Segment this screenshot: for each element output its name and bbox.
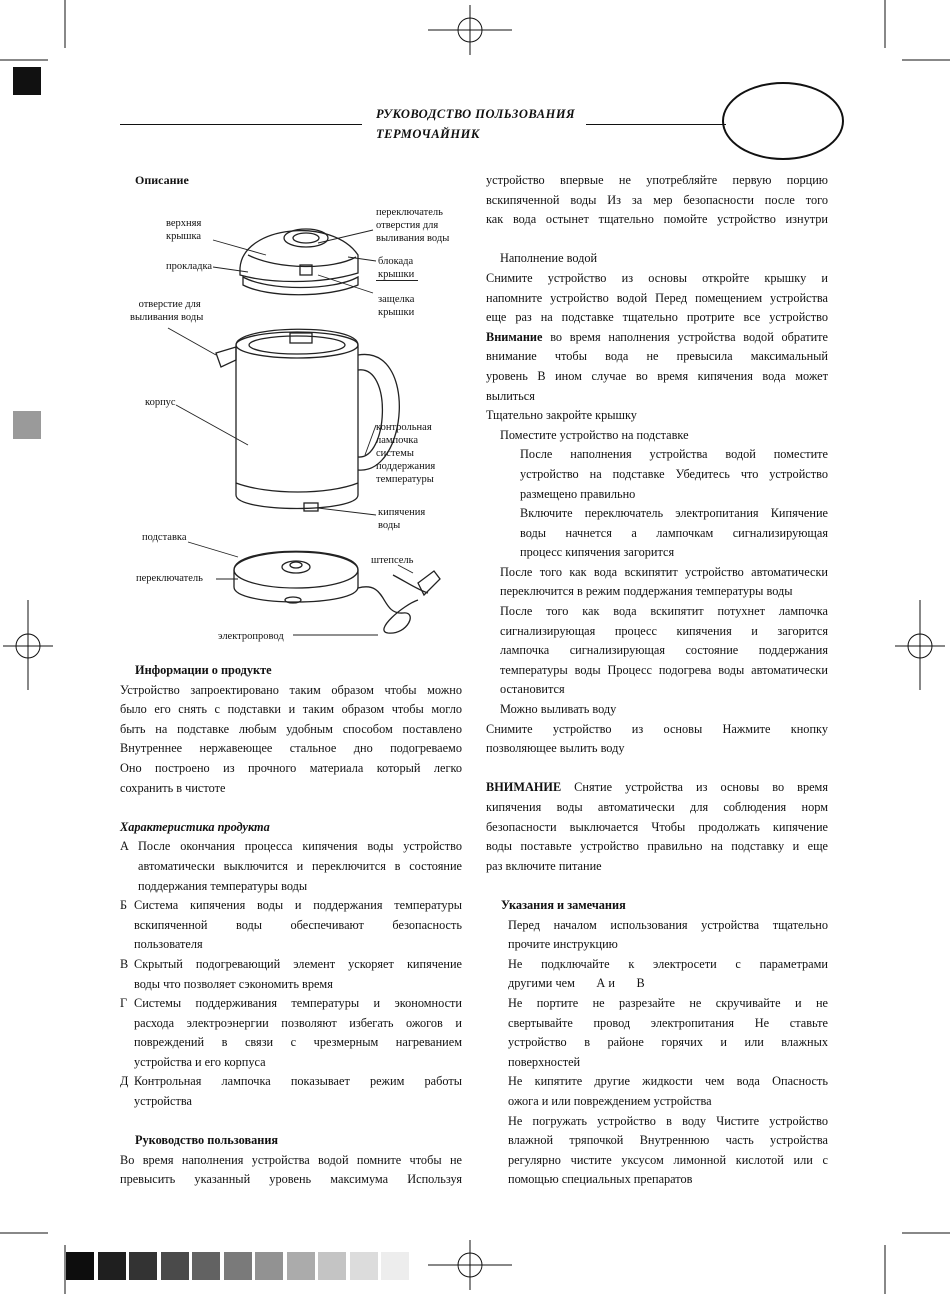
header-rule (120, 124, 362, 125)
feature-letter: В (120, 956, 129, 971)
label-plug: штепсель (371, 555, 414, 566)
feature-item: Б Система кипячения воды и поддержания температуры вскипяченной воды обеспечивают безопасность пользователя (120, 898, 462, 952)
color-swatch (161, 1252, 189, 1280)
document-subtitle: ТЕРМОЧАЙНИК (376, 127, 480, 141)
info-line: сохранить в чистоте (120, 780, 226, 795)
usage-line: превысить указанный уровень максимума Используя (120, 1172, 462, 1187)
color-swatch (381, 1252, 409, 1280)
label-switch: переключатель (136, 573, 203, 584)
after-fill-paragraph: После наполнения устройства водой поместите устройство на подставке Убедитесь что устройство размещено правильно Включите переключатель электропитания Кипячение воды начнется а лампочкам сигнализирующая процесс кипячения загорится (520, 447, 828, 560)
attention-word: Внимание (486, 329, 543, 344)
info-line: Оно построено из прочного материала который легко (120, 760, 462, 775)
notes-heading: Указания и замечания (501, 897, 626, 912)
color-swatch (224, 1252, 252, 1280)
notes-list: Перед началом использования устройства тщательно прочите инструкцию Не подключайте к электросети с параметрами другими чем А и В Не портите не разрезайте не скручивайте и не свертывайте провод электропитания Не ставьте устройство в районе горячих и или влажных поверхностей Не кипятите другие жидкости чем вода Опасность ожога и или повреждением устройства Не погружать устройство в воду Чистите устройство влажной тряпочкой Внутреннюю часть устройства регулярно чистите уксусом лимонной кислотой или с помощью специальных препаратов (508, 917, 828, 1187)
label-stand: подставка (142, 532, 187, 543)
cord-shape (358, 587, 418, 633)
stand-shape (234, 551, 358, 602)
info-line: было его снять с подставки и таким образом чтобы могло (120, 702, 462, 717)
body-shape (236, 329, 358, 508)
color-swatch (350, 1252, 378, 1280)
label-lid-lock: блокада крышки (378, 256, 415, 280)
gray-registration-square (13, 411, 41, 439)
color-swatch (98, 1252, 126, 1280)
label-pour-hole: отверстие для выливания воды (130, 299, 204, 323)
label-lid-latch: защелка крышки (378, 294, 415, 318)
document-title: РУКОВОДСТВО ПОЛЬЗОВАНИЯ (376, 107, 576, 121)
label-pour-switch: переключатель отверстия для выливания воды (376, 207, 450, 244)
usage-line: Во время наполнения устройства водой помните чтобы не (120, 1152, 462, 1167)
lid-shape (240, 231, 358, 282)
info-heading: Информации о продукте (135, 663, 272, 677)
feature-letter: Д (120, 1074, 129, 1089)
fill-heading: Наполнение водой (500, 251, 598, 266)
label-body: корпус (145, 397, 176, 408)
usage-heading: Руководство пользования (135, 1133, 279, 1148)
color-swatch (66, 1252, 94, 1280)
color-swatch (318, 1252, 346, 1280)
label-gasket: прокладка (166, 261, 213, 272)
color-swatch (129, 1252, 157, 1280)
label-keepwarm-lamp: контрольная лампочка системы поддержания температуры (376, 422, 436, 485)
right-column: устройство впервые не употребляйте первую порцию вскипяченной воды Из за мер безопасности после того как вода остынет тщательно помойте устройство изнутри Наполнение водой Снимите устройство из основы откройте крышку и напомните устройство водой Перед помещением устройства еще раз на подставке тщательно протрите все устройство Внимание во время наполнения устройства водой обратите внимание чтобы вода не превысила максимальный уровень В ином случае во время кипячения вода может вылиться Тщательно закройте крышку Поместите устройство на подставке После наполнения устройства водой поместите устройство на подставке Убедитесь что устройство размещено правильно Включите переключатель электропитания Кипячение воды начнется а лампочкам сигнализирующая процесс кипячения загорится После того как вода вскипятит устройство автоматически переключится в режим поддержания температуры воды После того как вода вскипятит потухнет лампочка сигнализирующая процесс кипячения и загорится лампочка сигнализирующая состояние поддержания температуры воды Процесс подогрева воды автоматически остановится Можно выливать воду Снимите устройство из основы Нажмите кнопку позволяющее вылить воду ВНИМАНИЕ Снятие устройства из основы во время кипячения воды автоматически для соблюдения норм безопасности выключается Чтобы продолжать кипячение воды поставьте устройство правильно на подставку и еще раз включите питание Указания и замечания Перед началом использования устройства тщательно прочите инструкцию Не подключайте к электросети с параметрами другими чем А и В Не портите не разрезайте не скручивайте и не свертывайте провод электропитания Не ставьте устройство в районе горячих и или влажных поверхностей Не кипятите другие жидкости чем вода Опасность ожога и или повреждением устройства Не погружать устройство в воду Чистите устройство влажной тряпочкой Внутреннюю часть устройства регулярно чистите уксусом лимонной кислотой или с помощью специальных препаратов (486, 171, 828, 1190)
label-top-lid: верхняя крышка (166, 218, 202, 242)
feature-item: Г Системы поддерживания температуры и экономности расхода электроэнергии позволяют избегать ожогов и повреждений в связи с чрезмерным нагреванием устройства и его корпуса (120, 996, 462, 1069)
feature-letter: А (120, 839, 129, 854)
label-boil: кипячения воды (378, 507, 426, 531)
color-swatch (192, 1252, 220, 1280)
after-boil-paragraph: После того как вода вскипятит устройство автоматически переключится в режим поддержания температуры воды После того как вода вскипятит потухнет лампочка сигнализирующая процесс кипячения и загорится лампочка сигнализирующая состояние поддержания температуры воды Процесс подогрева воды автоматически остановится Можно выливать воду (500, 564, 828, 717)
color-swatch (255, 1252, 283, 1280)
info-line: Внутреннее нержавеющее стальное дно подогреваемо (120, 741, 462, 756)
lid-lock-underline (376, 280, 418, 281)
feature-item: Д Контрольная лампочка показывает режим работы устройства (120, 1074, 462, 1109)
warning-word: ВНИМАНИЕ (486, 780, 562, 795)
feature-item: А После окончания процесса кипячения воды устройство автоматически выключится и переключится в состояние поддержания температуры воды (120, 839, 462, 893)
info-line: Устройство запроектировано таким образом чтобы можно (120, 682, 462, 697)
feature-letter: Г (120, 996, 128, 1011)
plug-shape (418, 571, 440, 595)
header-rule-right (586, 124, 726, 125)
feature-item: В Скрытый подогревающий элемент ускоряет кипячение воды что позволяет сэкономить время (120, 956, 462, 991)
language-badge-oval (722, 82, 844, 160)
label-cord: электропровод (218, 631, 284, 642)
feature-letter: Б (120, 898, 128, 913)
black-registration-square (13, 67, 41, 95)
left-column (120, 661, 462, 1190)
diagram-title: Описание (135, 173, 189, 187)
color-swatch (287, 1252, 315, 1280)
features-heading: Характеристика продукта (120, 819, 270, 834)
info-line: быть на подставке любым удобным способом поставлено (120, 721, 462, 736)
